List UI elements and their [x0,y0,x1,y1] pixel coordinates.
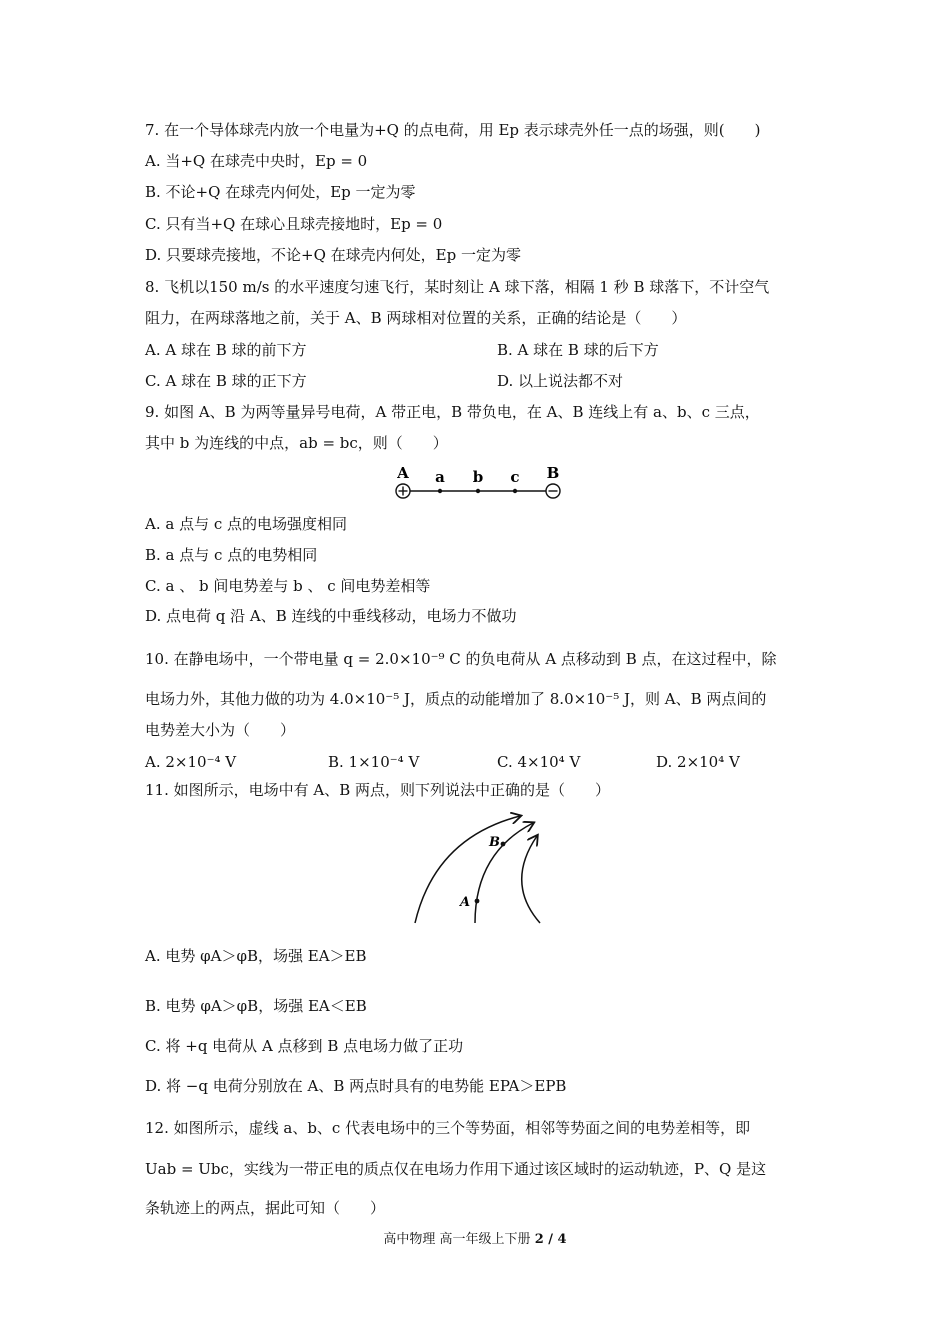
q12-stem-line2: Uab = Ubc，实线为一带正电的质点仅在电场力作用下通过该区域时的运动轨迹，P、Q 是这 [145,1160,767,1178]
q12-stem-line1: 12. 如图所示，虚线 a、b、c 代表电场中的三个等势面，相邻等势面之间的电势差相等，即 [145,1119,751,1137]
footer-course: 高中物理 高一年级上下册 [383,1232,535,1247]
q9-label-c: c [510,468,520,486]
q9-label-b: b [472,468,484,486]
q11-label-A: A [460,895,471,910]
q11-field-line-diagram [405,808,565,933]
q7-option-a: A. 当+Q 在球壳中央时，Ep = 0 [145,152,368,170]
q9-label-B: B [546,464,560,482]
q10-option-d: D. 2×10⁴ V [656,753,740,771]
q10-stem-line2: 电场力外，其他力做的功为 4.0×10⁻⁵ J，质点的动能增加了 8.0×10⁻⁵ J，则 A、B 两点间的 [145,690,767,708]
q9-option-a: A. a 点与 c 点的电场强度相同 [145,515,348,533]
q10-option-c: C. 4×10⁴ V [497,753,581,771]
page-footer [0,1228,950,1247]
q9-option-b: B. a 点与 c 点的电势相同 [145,546,318,564]
q11-option-c: C. 将 +q 电荷从 A 点移到 B 点电场力做了正功 [145,1037,464,1055]
q8-option-b: B. A 球在 B 球的后下方 [497,341,659,359]
q10-stem-line1: 10. 在静电场中，一个带电量 q = 2.0×10⁻⁹ C 的负电荷从 A 点移动到 B 点，在这过程中，除 [145,650,777,668]
q10-option-b: B. 1×10⁻⁴ V [328,753,420,771]
footer-page-number: 2 / 4 [534,1232,567,1247]
q7-option-b: B. 不论+Q 在球壳内何处，Ep 一定为零 [145,183,416,201]
q11-label-B: B [489,835,500,850]
q9-option-c: C. a 、 b 间电势差与 b 、 c 间电势差相等 [145,577,431,595]
q9-stem-line1: 9. 如图 A、B 为两等量异号电荷，A 带正电，B 带负电，在 A、B 连线上有 a、b、c 三点， [145,403,760,421]
q8-stem-line1: 8. 飞机以150 m/s 的水平速度匀速飞行，某时刻让 A 球下落，相隔 1 秒 B 球落下，不计空气 [145,278,770,296]
q10-option-a: A. 2×10⁻⁴ V [145,753,237,771]
q8-option-d: D. 以上说法都不对 [497,372,624,390]
q7-option-d: D. 只要球壳接地，不论+Q 在球壳内何处，Ep 一定为零 [145,246,521,264]
q11-option-d: D. 将 −q 电荷分别放在 A、B 两点时具有的电势能 EPA＞EPB [145,1077,567,1095]
q9-charge-diagram [388,462,568,502]
q9-label-a: a [435,468,445,486]
q7-option-c: C. 只有当+Q 在球心且球壳接地时，Ep = 0 [145,215,443,233]
q11-option-b: B. 电势 φA＞φB，场强 EA＜EB [145,997,367,1015]
q8-stem-line2: 阻力，在两球落地之前，关于 A、B 两球相对位置的关系，正确的结论是（ ） [145,309,687,327]
q11-stem: 11. 如图所示，电场中有 A、B 两点，则下列说法中正确的是（ ） [145,781,611,799]
q10-stem-line3: 电势差大小为（ ） [145,721,296,739]
q11-option-a: A. 电势 φA＞φB，场强 EA＞EB [145,947,367,965]
q9-label-A: A [397,464,409,482]
q9-option-d: D. 点电荷 q 沿 A、B 连线的中垂线移动，电场力不做功 [145,607,517,625]
q8-option-a: A. A 球在 B 球的前下方 [145,341,307,359]
q8-option-c: C. A 球在 B 球的正下方 [145,372,307,390]
q7-stem: 7. 在一个导体球壳内放一个电量为+Q 的点电荷，用 Ep 表示球壳外任一点的场强，则( ) [145,121,761,139]
q12-stem-line3: 条轨迹上的两点，据此可知（ ） [145,1199,386,1217]
q9-stem-line2: 其中 b 为连线的中点，ab = bc，则（ ） [145,434,448,452]
